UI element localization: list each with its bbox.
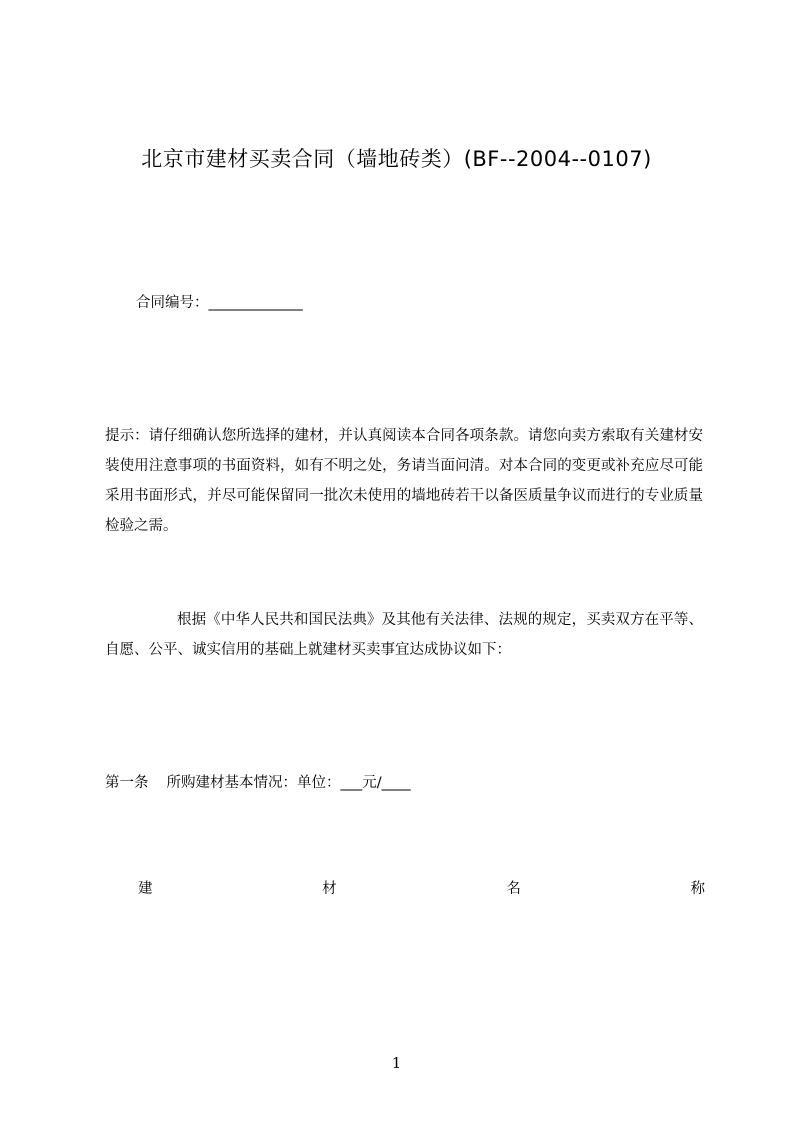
material-name-char: 称 [690,881,705,897]
page-number: 1 [391,1054,402,1072]
material-name-char: 名 [506,881,521,897]
material-name-char: 建 [138,881,153,897]
material-name-char: 材 [322,881,337,897]
article-1-text: 所购建材基本情况：单位：___元/____ [166,775,411,791]
preamble-paragraph: 根据《中华人民共和国民法典》及其他有关法律、法规的规定，买卖双方在平等、自愿、公平、诚实信用的基础上就建材买卖事宜达成协议如下： [105,612,703,658]
article-1 [105,771,411,792]
material-name-header [138,877,705,898]
article-1-number: 第一条 [105,775,149,791]
notice-paragraph: 提示：请仔细确认您所选择的建材，并认真阅读本合同各项条款。请您向卖方索取有关建材安装使用注意事项的书面资料，如有不明之处，务请当面问清。对本合同的变更或补充应尽可能采用书面形式，并尽可能保留同一批次未使用的墙地砖若干以备医质量争议而进行的专业质量检验之需。 [105,428,703,534]
contract-number-field: 合同编号：_____________ [136,295,303,311]
document-title: 北京市建材买卖合同（墙地砖类）(BF--2004--0107) [141,147,652,171]
